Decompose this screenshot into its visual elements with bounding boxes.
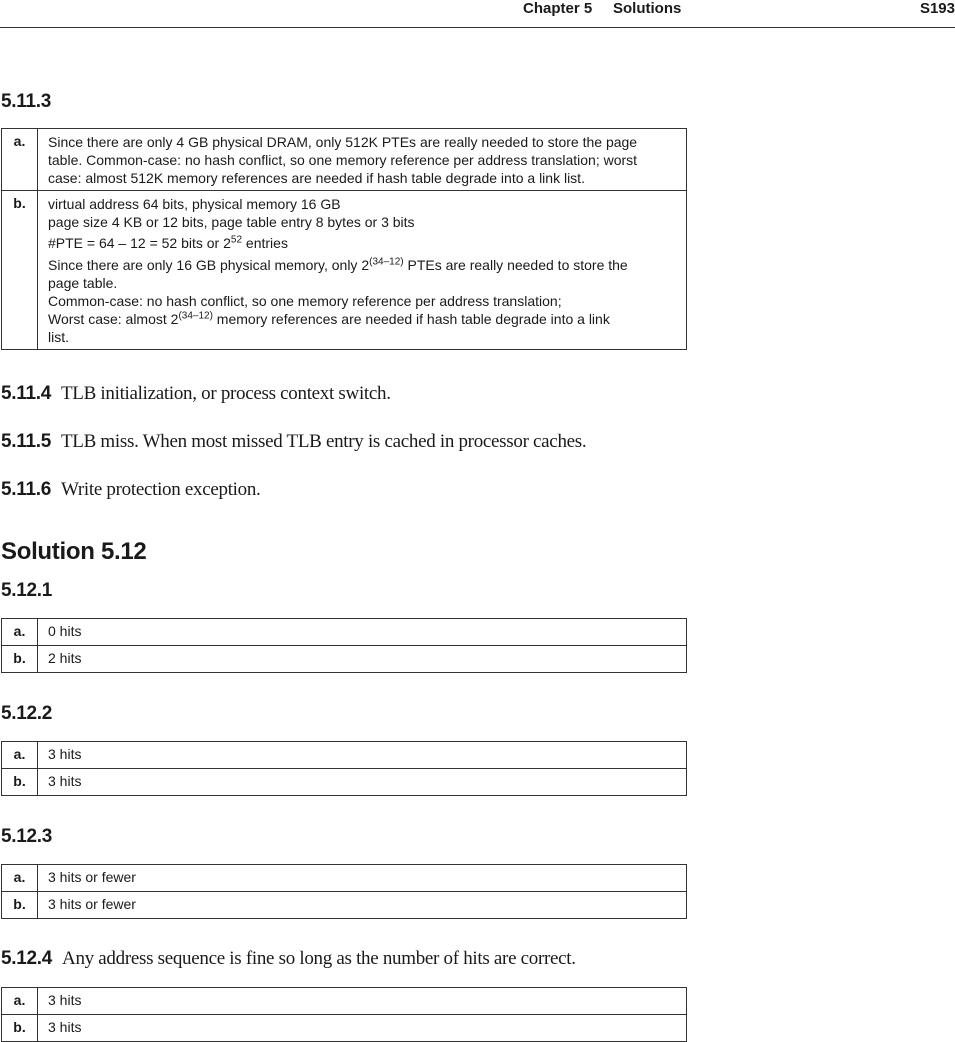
header-chapter: Chapter 5 <box>523 0 593 17</box>
row-value: 3 hits <box>38 769 687 796</box>
text-line: Common-case: no hash conflict, so one memory reference per address translation; <box>48 293 562 309</box>
text-fragment: #PTE = 64 – 12 = 52 bits or 2 <box>48 235 231 251</box>
row-label: b. <box>2 191 38 350</box>
row-label: b. <box>2 646 38 673</box>
row-value <box>38 129 687 191</box>
row-label: b. <box>2 769 38 796</box>
row-label: a. <box>2 865 38 892</box>
solution-title: Solution 5.12 <box>1 538 147 565</box>
answer-text: Any address sequence is fine so long as the number of hits are correct. <box>62 948 576 969</box>
row-value: 3 hits or fewer <box>38 892 687 919</box>
text-line: page table. <box>48 275 118 291</box>
answer-5-12-4 <box>1 948 576 970</box>
answer-text: TLB miss. When most missed TLB entry is cached in processor caches. <box>60 431 587 452</box>
header-page-number: S193 <box>919 0 955 17</box>
table-5-12-1 <box>1 618 687 673</box>
row-value: 3 hits or fewer <box>38 865 687 892</box>
text-line: table. Common-case: no hash conflict, so one memory reference per address translation; worst <box>48 152 638 168</box>
table-row <box>2 129 687 191</box>
running-header <box>0 0 955 28</box>
text-line <box>48 234 676 252</box>
row-label: a. <box>2 619 38 646</box>
answer-number: 5.12.4 <box>1 948 53 969</box>
answer-text: TLB initialization, or process context switch. <box>60 383 391 404</box>
text-fragment: entries <box>242 235 288 251</box>
table-row <box>2 191 687 350</box>
row-value: 0 hits <box>38 619 687 646</box>
text-line: virtual address 64 bits, physical memory 16 GB <box>48 196 341 212</box>
text-line: case: almost 512K memory references are needed if hash table degrade into a link list. <box>48 170 585 186</box>
row-label: a. <box>2 742 38 769</box>
row-value: 3 hits <box>38 1015 687 1042</box>
row-value: 3 hits <box>38 742 687 769</box>
answer-5-11-6 <box>1 479 261 501</box>
table-row <box>2 619 687 646</box>
superscript: (34–12) <box>178 310 213 322</box>
table-5-12-4 <box>1 987 687 1042</box>
answer-number: 5.11.6 <box>1 479 51 500</box>
answer-number: 5.11.5 <box>1 431 51 452</box>
table-row <box>2 988 687 1015</box>
text-fragment: PTEs are really needed to store the <box>403 257 628 273</box>
text-line <box>48 256 676 274</box>
table-row <box>2 1015 687 1042</box>
row-value: 3 hits <box>38 988 687 1015</box>
table-row <box>2 646 687 673</box>
table-row <box>2 742 687 769</box>
text-line: Since there are only 4 GB physical DRAM, only 512K PTEs are really needed to store the page <box>48 134 638 150</box>
table-5-11-3 <box>1 128 687 350</box>
text-fragment: Since there are only 16 GB physical memory, only 2 <box>48 257 370 273</box>
table-row <box>2 892 687 919</box>
heading-5-12-3: 5.12.3 <box>1 826 53 847</box>
text-line: page size 4 KB or 12 bits, page table entry 8 bytes or 3 bits <box>48 214 415 230</box>
superscript: (34–12) <box>369 256 404 268</box>
table-row <box>2 865 687 892</box>
superscript: 52 <box>230 234 243 246</box>
text-line: list. <box>48 329 69 345</box>
header-section: Solutions <box>613 0 682 17</box>
answer-5-11-5 <box>1 431 586 453</box>
row-label: b. <box>2 892 38 919</box>
text-fragment: Worst case: almost 2 <box>48 311 179 327</box>
row-label: b. <box>2 1015 38 1042</box>
answer-5-11-4 <box>1 383 391 405</box>
table-5-12-3 <box>1 864 687 919</box>
row-value <box>38 191 687 350</box>
text-line <box>48 310 676 328</box>
heading-5-11-3: 5.11.3 <box>1 91 51 112</box>
table-5-12-2 <box>1 741 687 796</box>
table-row <box>2 769 687 796</box>
row-value: 2 hits <box>38 646 687 673</box>
text-fragment: memory references are needed if hash table degrade into a link <box>212 311 610 327</box>
row-label: a. <box>2 988 38 1015</box>
row-label: a. <box>2 129 38 191</box>
answer-number: 5.11.4 <box>1 383 51 404</box>
heading-5-12-1: 5.12.1 <box>1 580 53 601</box>
answer-text: Write protection exception. <box>60 479 261 500</box>
heading-5-12-2: 5.12.2 <box>1 703 53 724</box>
